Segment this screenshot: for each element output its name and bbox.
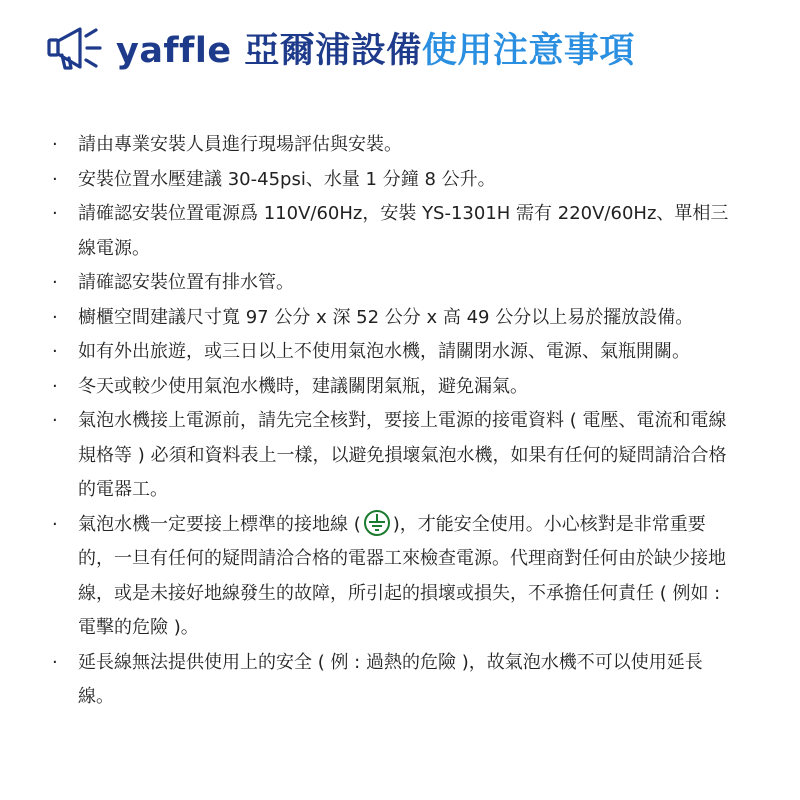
bullet: · [52,513,58,535]
note-text-before: 氣泡水機一定要接上標準的接地線 ( [78,513,361,535]
note-text: 延長線無法提供使用上的安全 ( 例 : 過熱的危險 )，故氣泡水機不可以使用延長線。 [78,651,703,707]
note-text-after: )，才能安全使用。小心核對是非常重要的，一旦有任何的疑問請洽合格的電器工來檢查電源。代理商對任何由於缺少接地線，或是未接好地線發生的故障，所引起的損壞或損失，不承擔任何責任 ( 例如 : 電擊的危險 )。 [78,513,726,638]
list-item [40,646,730,715]
bullet: · [52,134,58,155]
notes-list [40,128,730,715]
list-item [40,163,730,198]
ground-symbol-icon [363,509,391,537]
list-item [40,128,730,163]
list-item [40,335,730,370]
note-text: 冬天或較少使用氣泡水機時，建議關閉氣瓶，避免漏氣。 [78,375,528,397]
list-item [40,301,730,336]
page-title [116,23,635,73]
list-item [40,266,730,301]
list-item [40,370,730,405]
note-text: 請確認安裝位置有排水管。 [78,272,294,293]
list-item [40,197,730,266]
bullet: · [52,272,58,293]
brand-name: yaffle 亞爾浦設備 [116,31,422,71]
note-text: 如有外出旅遊，或三日以上不使用氣泡水機，請關閉水源、電源、氣瓶開關。 [78,341,690,362]
megaphone-icon [46,23,106,73]
note-text: 安裝位置水壓建議 30-45psi、水量 1 分鐘 8 公升。 [78,168,496,190]
list-item [40,508,730,646]
bullet: · [52,410,58,431]
bullet: · [52,203,58,224]
header [46,20,635,76]
bullet: · [52,375,58,397]
note-text: 櫥櫃空間建議尺寸寬 97 公分 x 深 52 公分 x 高 49 公分以上易於擺放設備。 [78,306,694,328]
note-text: 請由專業安裝人員進行現場評估與安裝。 [78,134,402,155]
bullet: · [52,306,58,328]
bullet: · [52,168,58,190]
bullet: · [52,341,58,362]
bullet: · [52,651,58,673]
title-subtitle: 使用注意事項 [421,31,635,71]
note-text: 氣泡水機接上電源前，請先完全核對，要接上電源的接電資料 ( 電壓、電流和電線規格等 ) 必須和資料表上一樣，以避免損壞氣泡水機，如果有任何的疑問請洽合格的電器工。 [78,410,727,500]
note-text: 請確認安裝位置電源爲 110V/60Hz，安裝 YS-1301H 需有 220V/60Hz、單相三線電源。 [78,203,729,259]
list-item [40,404,730,508]
